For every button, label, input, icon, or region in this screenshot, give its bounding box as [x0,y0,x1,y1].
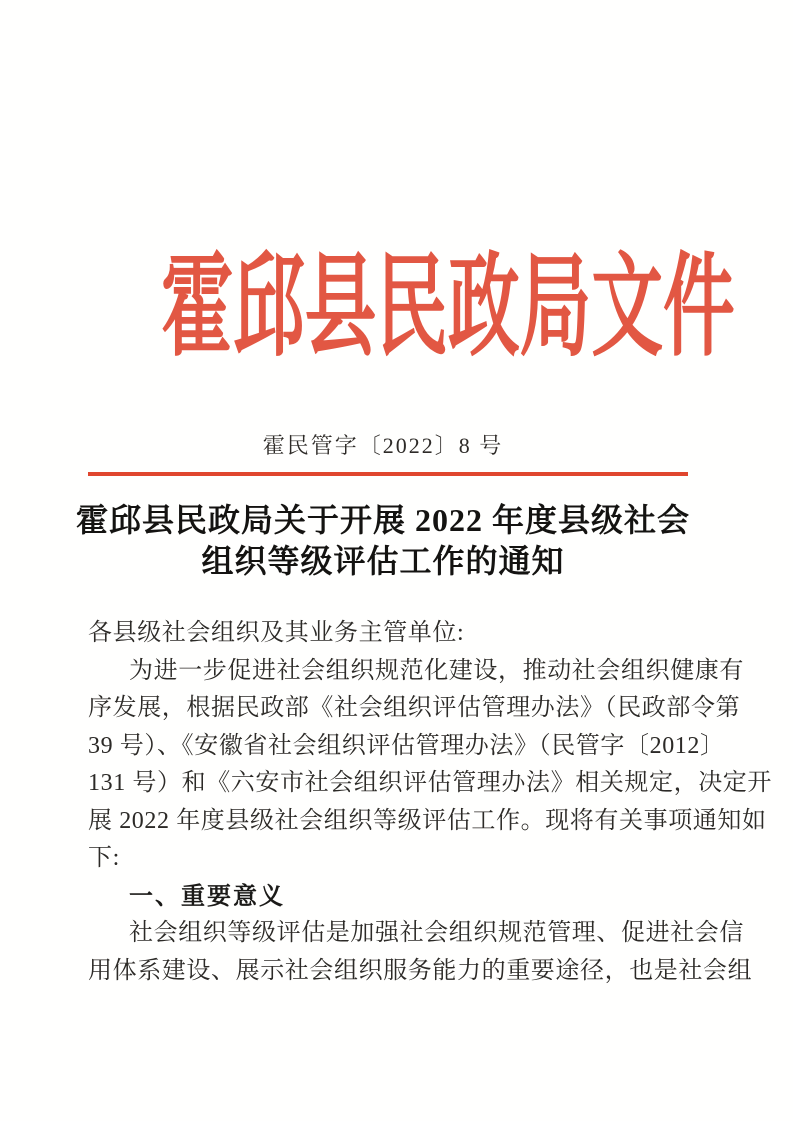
document-body [88,615,772,990]
body-line: 展 2022 年度县级社会组织等级评估工作。现将有关事项通知如 [88,807,767,834]
body-line: 用体系建设、展示社会组织服务能力的重要途径，也是社会组 [88,957,753,984]
body-line: 社会组织等级评估是加强社会组织规范管理、促进社会信 [129,920,744,946]
document-title-line1: 霍邱县民政局关于开展 2022 年度县级社会 [75,502,690,538]
document-header-banner [0,246,766,370]
section-heading: 一、重要意义 [129,882,285,910]
document-reference-number: 霍民管字〔2022〕8 号 [262,433,504,458]
body-line: 为进一步促进社会组织规范化建设，推动社会组织健康有 [129,657,744,684]
document-title-line2: 组织等级评估工作的通知 [201,543,565,579]
body-line: 下: [88,845,120,871]
issuing-agency-title: 霍邱县民政局文件 [161,246,735,370]
red-divider-line [88,472,688,476]
salutation-line: 各县级社会组织及其业务主管单位: [88,620,465,646]
body-line: 131 号）和《六安市社会组织评估管理办法》相关规定，决定开 [88,770,772,796]
body-line: 39 号）、《安徽省社会组织评估管理办法》（民管字〔2012〕 [88,732,725,759]
document-title [0,500,766,582]
body-line: 序发展，根据民政部《社会组织评估管理办法》（民政部令第 [88,695,741,721]
